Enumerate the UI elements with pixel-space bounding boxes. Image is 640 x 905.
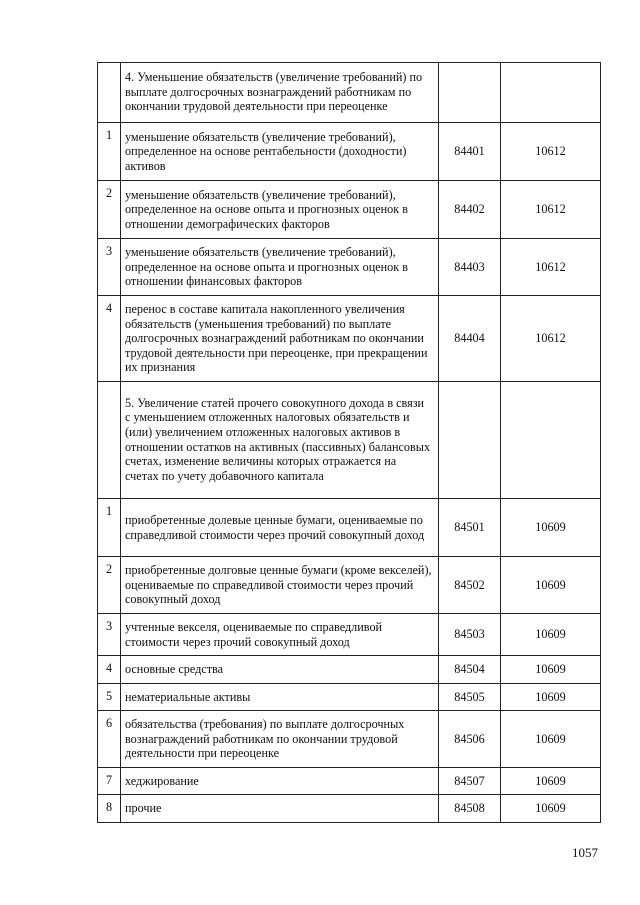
row-number: 1 (98, 123, 121, 181)
table-row (98, 239, 601, 296)
row-description: прочие (121, 795, 439, 823)
account-number: 84501 (439, 499, 501, 557)
row-description: уменьшение обязательств (увеличение требований), определенное на основе опыта и прогнозных оценок в отношении финансовых факторов (121, 239, 439, 296)
table-row (98, 123, 601, 181)
code-cell: 10612 (501, 239, 601, 296)
code-cell: 10609 (501, 557, 601, 614)
row-description: приобретенные долговые ценные бумаги (кроме векселей), оцениваемые по справедливой стоимости через прочий совокупный доход (121, 557, 439, 614)
table-row (98, 499, 601, 557)
row-description: 5. Увеличение статей прочего совокупного дохода в связи с уменьшением отложенных налоговых обязательств и (или) увеличением отложенных налоговых активов в отношении остатков на активных (пассивных) балансовых счетах, изменение величины которых отражается на счетах по учету добавочного капитала (121, 382, 439, 499)
row-number: 7 (98, 768, 121, 795)
code-cell: 10612 (501, 123, 601, 181)
row-number: 2 (98, 181, 121, 239)
table-row (98, 296, 601, 382)
account-number: 84503 (439, 614, 501, 656)
account-number (439, 382, 501, 499)
account-number: 84505 (439, 684, 501, 711)
code-cell: 10609 (501, 614, 601, 656)
code-cell: 10609 (501, 768, 601, 795)
row-number: 3 (98, 239, 121, 296)
code-cell: 10609 (501, 499, 601, 557)
account-number: 84403 (439, 239, 501, 296)
account-number: 84402 (439, 181, 501, 239)
row-number: 8 (98, 795, 121, 823)
section-header-row (98, 382, 601, 499)
row-number (98, 63, 121, 123)
table-row (98, 795, 601, 823)
code-cell (501, 63, 601, 123)
table-row (98, 656, 601, 684)
code-cell: 10609 (501, 795, 601, 823)
row-description: учтенные векселя, оцениваемые по справедливой стоимости через прочий совокупный доход (121, 614, 439, 656)
account-number: 84507 (439, 768, 501, 795)
table-row (98, 557, 601, 614)
code-cell: 10612 (501, 181, 601, 239)
row-number (98, 382, 121, 499)
code-cell: 10612 (501, 296, 601, 382)
account-number: 84404 (439, 296, 501, 382)
document-table (97, 62, 601, 823)
account-number (439, 63, 501, 123)
table-row (98, 711, 601, 768)
table-row (98, 684, 601, 711)
account-number: 84401 (439, 123, 501, 181)
code-cell: 10609 (501, 684, 601, 711)
account-number: 84508 (439, 795, 501, 823)
row-description: перенос в составе капитала накопленного увеличения обязательств (уменьшения требований) по выплате долгосрочных вознаграждений работникам по окончании трудовой деятельности при переоценке, при прекращении их признания (121, 296, 439, 382)
table-row (98, 181, 601, 239)
section-header-row (98, 63, 601, 123)
account-number: 84502 (439, 557, 501, 614)
row-number: 5 (98, 684, 121, 711)
row-description: нематериальные активы (121, 684, 439, 711)
table-row (98, 768, 601, 795)
code-cell: 10609 (501, 656, 601, 684)
table-row (98, 614, 601, 656)
account-number: 84504 (439, 656, 501, 684)
row-description: уменьшение обязательств (увеличение требований), определенное на основе рентабельности (доходности) активов (121, 123, 439, 181)
table-body (98, 63, 601, 823)
row-description: основные средства (121, 656, 439, 684)
row-number: 2 (98, 557, 121, 614)
row-number: 1 (98, 499, 121, 557)
code-cell (501, 382, 601, 499)
page-number: 1057 (572, 845, 598, 860)
account-number: 84506 (439, 711, 501, 768)
row-description: 4. Уменьшение обязательств (увеличение требований) по выплате долгосрочных вознаграждений работникам по окончании трудовой деятельности при переоценке (121, 63, 439, 123)
row-description: приобретенные долевые ценные бумаги, оцениваемые по справедливой стоимости через прочий совокупный доход (121, 499, 439, 557)
row-description: хеджирование (121, 768, 439, 795)
row-number: 6 (98, 711, 121, 768)
row-description: уменьшение обязательств (увеличение требований), определенное на основе опыта и прогнозных оценок в отношении демографических факторов (121, 181, 439, 239)
row-number: 4 (98, 656, 121, 684)
row-number: 4 (98, 296, 121, 382)
row-description: обязательства (требования) по выплате долгосрочных вознаграждений работникам по окончании трудовой деятельности при переоценке (121, 711, 439, 768)
code-cell: 10609 (501, 711, 601, 768)
row-number: 3 (98, 614, 121, 656)
